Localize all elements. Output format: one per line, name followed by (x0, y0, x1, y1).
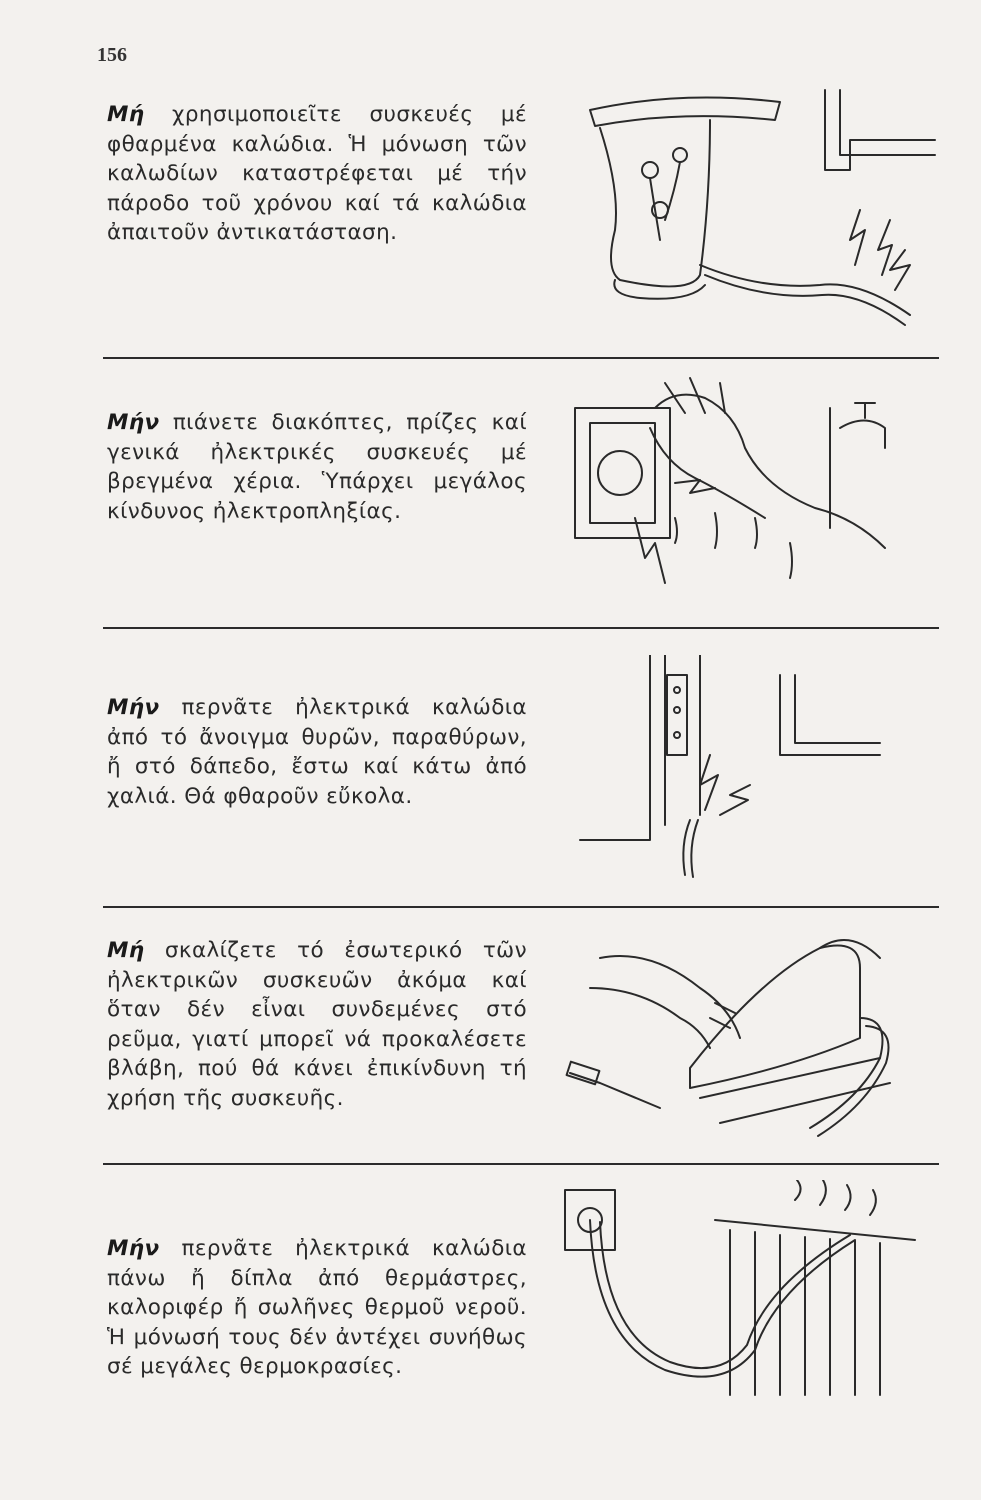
tip-lead: Μήν (107, 1236, 160, 1261)
iron-screwdriver-illustration (560, 918, 935, 1148)
tip-lead: Μήν (107, 695, 160, 720)
tip-text: σκαλίζετε τό ἐσωτερικό τῶν ἠλεκτρικῶν συσκευῶν ἀκόμα καί ὅταν δέν εἶναι συνδεμένες στό ρεῦμα, γιατί μπορεῖ νά προκαλέσετε βλάβη, πού θά κάνει ἐπικίνδυνη τή χρήση τῆς συσκευῆς. (107, 938, 527, 1111)
vase-damaged-cable-illustration (560, 80, 940, 350)
section-divider (103, 1163, 939, 1165)
tip-lead: Μήν (107, 410, 160, 435)
safety-tip-4 (107, 936, 527, 1113)
safety-tip-2 (107, 408, 527, 526)
safety-tip-3 (107, 693, 527, 811)
section-divider (103, 627, 939, 629)
door-cable-illustration (570, 655, 940, 885)
safety-tip-1 (107, 100, 527, 248)
tip-lead: Μή (107, 102, 145, 127)
tip-lead: Μή (107, 938, 145, 963)
section-divider (103, 357, 939, 359)
safety-tip-5 (107, 1234, 527, 1382)
tip-text: χρησιμοποιεῖτε συσκευές μέ φθαρμένα καλώδια. Ἡ μόνωση τῶν καλωδίων καταστρέφεται μέ τήν πάροδο τοῦ χρόνου καί τά καλώδια ἀπαιτοῦν ἀντικατάσταση. (107, 102, 527, 245)
radiator-cable-illustration (555, 1180, 935, 1420)
section-divider (103, 906, 939, 908)
tip-text: πιάνετε διακόπτες, πρίζες καί γενικά ἠλεκτρικές συσκευές μέ βρεγμένα χέρια. Ὑπάρχει μεγάλος κίνδυνος ἠλεκτροπληξίας. (107, 410, 527, 524)
tip-text: περνᾶτε ἠλεκτρικά καλώδια πάνω ἤ δίπλα ἀπό θερμάστρες, καλοριφέρ ἤ σωλῆνες θερμοῦ νεροῦ. Ἡ μόνωσή τους δέν ἀντέχει συνήθως σέ μεγάλες θερμοκρασίες. (107, 1236, 527, 1379)
tip-text: περνᾶτε ἠλεκτρικά καλώδια ἀπό τό ἄνοιγμα θυρῶν, παραθύρων, ἤ στό δάπεδο, ἔστω καί κάτω ἀπό χαλιά. Θά φθαροῦν εὔκολα. (107, 695, 527, 809)
page-number: 156 (97, 44, 127, 66)
wet-hand-socket-illustration (565, 368, 935, 618)
